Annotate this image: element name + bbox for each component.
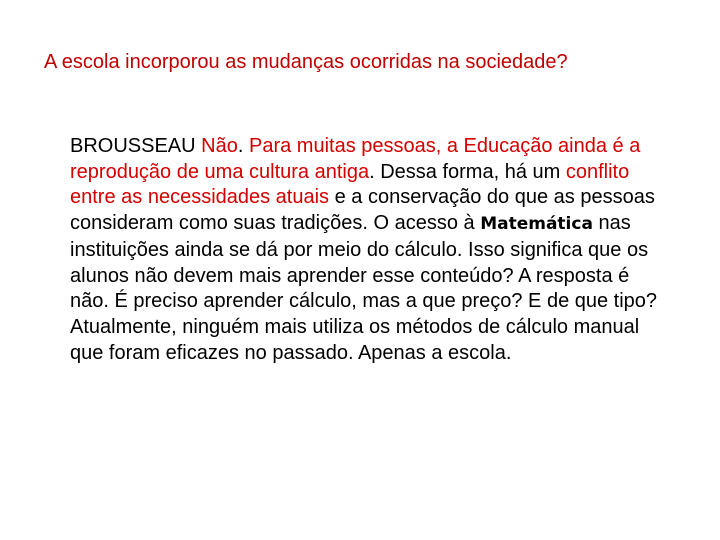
answer-paragraph (70, 134, 670, 366)
answer-text-4: nas instituições ainda se dá por meio do cálculo. Isso significa que os alunos não devem mais aprender esse conteúdo? A resposta é não. É preciso aprender cálculo, mas a que preço? E de que tipo? Atualmente, ninguém mais utiliza os métodos de cálculo manual que foram eficazes no passado. Apenas a escola. (70, 212, 658, 364)
answer-text-2: . Dessa forma, há um (369, 160, 566, 183)
answer-highlight-no: Não (201, 135, 238, 157)
question-heading: A escola incorporou as mudanças ocorridas na sociedade? (44, 51, 568, 73)
answer-text-1: . (237, 135, 249, 157)
speaker-name: BROUSSEAU (70, 135, 196, 157)
answer-emphasis-math: Matemática (480, 214, 593, 235)
answer-highlight-culture: Para muitas pessoas, a Educação ainda é a reprodução de uma cultura antiga (70, 135, 641, 183)
answer-highlight-conflict: conflito entre as necessidades atuais (70, 160, 630, 209)
answer-text-3: e a conservação do que as pessoas consideram como suas tradições. O acesso à (70, 186, 655, 235)
